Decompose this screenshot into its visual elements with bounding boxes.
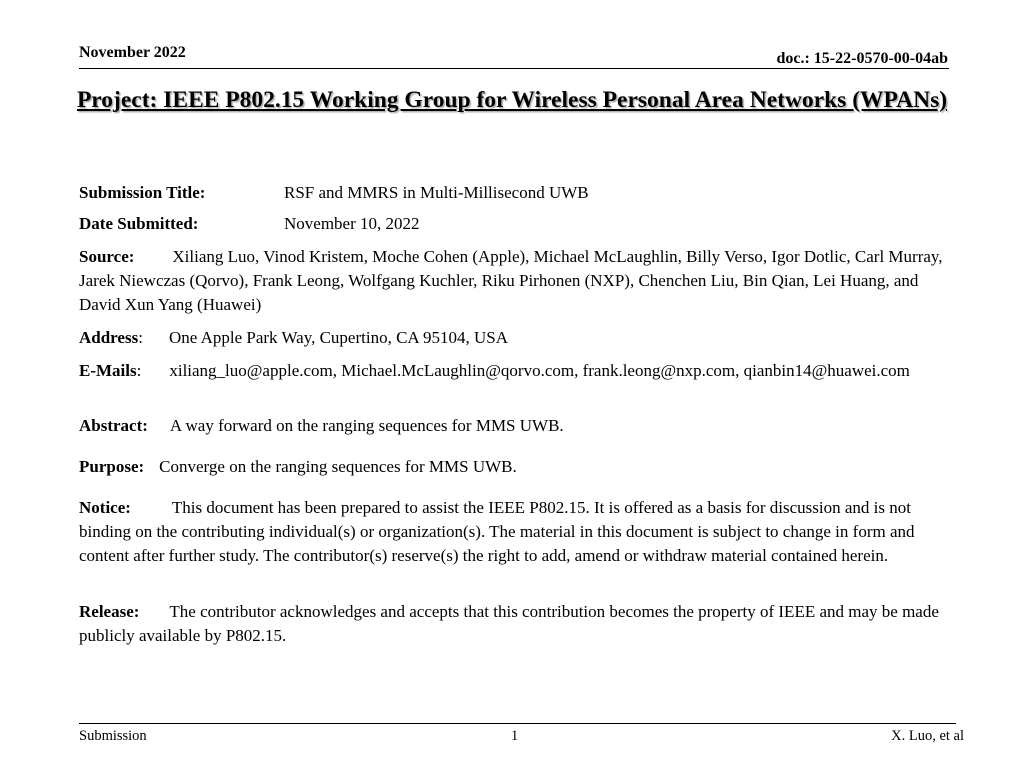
purpose-label: Purpose:: [79, 457, 145, 476]
purpose-row: [79, 455, 951, 479]
header-divider: [79, 68, 949, 69]
address-label: Address: [79, 328, 139, 347]
footer-divider: [79, 723, 956, 724]
source-label: Source:: [79, 247, 135, 266]
release-label: Release:: [79, 602, 140, 621]
emails-value: xiliang_luo@apple.com, Michael.McLaughlin@qorvo.com, frank.leong@nxp.com, qianbin14@huawei.com: [169, 361, 910, 380]
submission-title-row: [79, 181, 951, 205]
release-row: [79, 600, 951, 648]
emails-colon: :: [136, 361, 142, 380]
notice-label: Notice:: [79, 498, 131, 517]
abstract-value: A way forward on the ranging sequences for MMS UWB.: [169, 416, 564, 435]
source-row: [79, 245, 951, 317]
notice-row: [79, 496, 951, 568]
footer-author: X. Luo, et al: [891, 728, 964, 744]
submission-title-label: Submission Title:: [79, 183, 206, 202]
emails-row: [79, 359, 951, 383]
footer-submission: Submission: [79, 728, 147, 744]
abstract-row: [79, 414, 951, 438]
header-doc-number: doc.: 15-22-0570-00-04ab: [776, 50, 948, 67]
page-title: Project: IEEE P802.15 Working Group for Wireless Personal Area Networks (WPANs): [76, 87, 948, 113]
source-value: Xiliang Luo, Vinod Kristem, Moche Cohen (Apple), Michael McLaughlin, Billy Verso, Igor Dotlic, Carl Murray, Jarek Niewczas (Qorvo), Frank Leong, Wolfgang Kuchler, Riku Pirhonen (NXP), Chenchen Liu, Bin Qian, Lei Huang, and David Xun Yang (Huawei): [79, 247, 943, 314]
date-submitted-row: [79, 212, 951, 236]
footer-page-number: 1: [511, 728, 519, 744]
abstract-label: Abstract:: [79, 416, 148, 435]
date-submitted-label: Date Submitted:: [79, 214, 199, 233]
header-date: November 2022: [79, 44, 186, 61]
address-value: One Apple Park Way, Cupertino, CA 95104, USA: [168, 328, 509, 347]
release-value: The contributor acknowledges and accepts that this contribution becomes the property of IEEE and may be made publicly available by P802.15.: [79, 602, 939, 645]
emails-label: E-Mails: [79, 361, 137, 380]
submission-title-value: RSF and MMRS in Multi-Millisecond UWB: [284, 183, 589, 202]
notice-value: This document has been prepared to assist the IEEE P802.15. It is offered as a basis for discussion and is not binding on the contributing individual(s) or organization(s). The material in this document is subject to change in form and content after further study. The contributor(s) reserve(s) the right to add, amend or withdraw material contained herein.: [79, 498, 915, 565]
purpose-value: Converge on the ranging sequences for MMS UWB.: [159, 457, 517, 476]
address-row: [79, 326, 951, 350]
date-submitted-value: November 10, 2022: [284, 214, 420, 233]
address-colon: :: [138, 328, 143, 347]
